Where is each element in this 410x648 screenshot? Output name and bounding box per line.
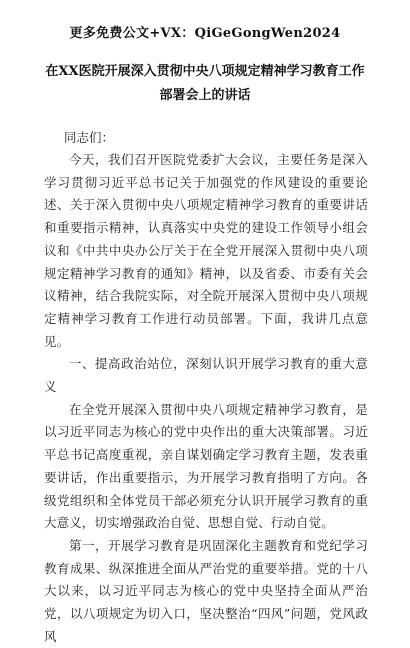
document-body [44, 149, 368, 648]
paragraph-significance: 在全党开展深入贯彻中央八项规定精神学习教育，是以习近平同志为核心的党中央作出的重大决策部署。习近平总书记高度重视，亲自谋划确定学习教育主题，发表重要讲话，作出重要指示，为开展学习教育指明了方向。各级党组织和全体党员干部必须充分认识开展学习教育的重大意义，切实增强政治自觉、思想自觉、行动自觉。 [44, 401, 368, 531]
paragraph-intro: 今天，我们召开医院党委扩大会议，主要任务是深入学习贯彻习近平总书记关于加强党的作风建设的重要论述、关于深入贯彻中央八项规定精神学习教育的重要讲话和重要指示精神，认真落实中央党的建设工作领导小组会议和《中共中央办公厅关于在全党开展深入贯彻中央八项规定精神学习教育的通知》精神，以及省委、市委有关会议精神，结合我院实际，对全院开展深入贯彻中央八项规定精神学习教育工作进行动员部署。下面，我讲几点意见。 [44, 152, 368, 349]
promo-banner: 更多免费公文+VX：QiGeGongWen2024 [69, 26, 341, 41]
section-heading-1: 一、提高政治站位，深刻认识开展学习教育的重大意义 [44, 356, 368, 395]
salutation: 同志们： [64, 130, 115, 145]
paragraph-first-point: 第一，开展学习教育是巩固深化主题教育和党纪学习教育成果、纵深推进全面从严治党的重要举措。党的十八大以来，以习近平同志为核心的党中央坚持全面从严治党，以八项规定为切入口，坚决整治“四风”问题，党风政风 [44, 537, 368, 644]
document-title: 在XX医院开展深入贯彻中央八项规定精神学习教育工作部署会上的讲话 [45, 64, 365, 103]
